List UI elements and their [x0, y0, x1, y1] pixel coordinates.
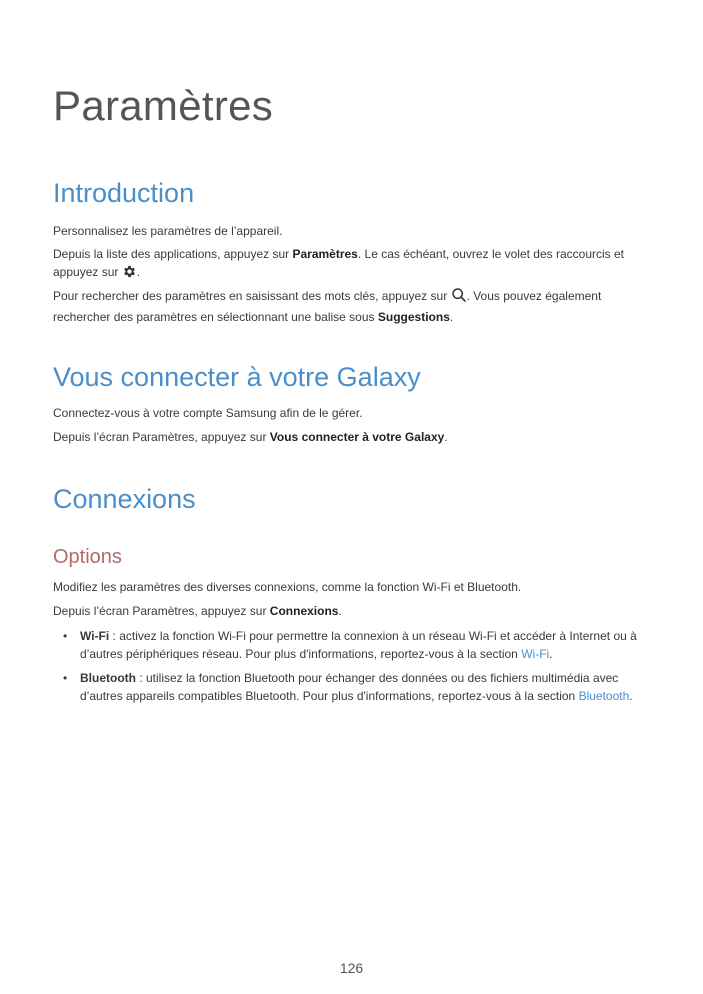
page-title: Paramètres — [53, 82, 274, 129]
suggestions-label: Suggestions — [377, 310, 450, 324]
section-heading-galaxy: Vous connecter à votre Galaxy — [53, 362, 421, 392]
galaxy-paragraph-2: Depuis l’écran Paramètres, appuyez sur Vous connecter à votre Galaxy. — [53, 430, 448, 444]
list-item: • Wi-Fi : activez la fonction Wi-Fi pour permettre la connexion à un réseau Wi-Fi et accéder à Internet ou à d’autres périphériques réseau. Pour plus d'informations, reportez-vous à la section Wi-Fi. — [63, 629, 637, 661]
bullet-term: Bluetooth — [80, 671, 136, 685]
gear-icon — [122, 264, 137, 284]
intro-paragraph-2: Depuis la liste des applications, appuyez sur Paramètres. Le cas échéant, ouvrez le volet des raccourcis et appuyez sur . — [53, 245, 643, 284]
galaxy-paragraph-1: Connectez-vous à votre compte Samsung afin de le gérer. — [53, 406, 363, 420]
subsection-heading-options: Options — [53, 546, 122, 568]
bluetooth-section-link[interactable]: Bluetooth — [578, 689, 630, 703]
wifi-section-link[interactable]: Wi-Fi — [521, 647, 550, 661]
intro-paragraph-3: Pour rechercher des paramètres en saisissant des mots clés, appuyez sur . Vous pouvez également rechercher des paramètres en sélectionnant une balise sous Suggestions. — [53, 289, 602, 324]
connexions-paragraph-2: Depuis l’écran Paramètres, appuyez sur Connexions. — [53, 604, 342, 618]
bullet-term: Wi-Fi — [80, 629, 110, 643]
section-heading-introduction: Introduction — [53, 178, 195, 208]
page-number: 126 — [339, 960, 364, 976]
connexions-paragraph-1: Modifiez les paramètres des diverses connexions, comme la fonction Wi-Fi et Bluetooth. — [53, 580, 522, 594]
bullet-marker: • — [63, 629, 68, 643]
search-icon — [451, 287, 467, 308]
intro-paragraph-1: Personnalisez les paramètres de l’appareil. — [53, 224, 283, 238]
settings-app-label: Paramètres — [292, 247, 358, 261]
galaxy-sign-in-label: Vous connecter à votre Galaxy — [269, 430, 445, 444]
bullet-marker: • — [63, 671, 68, 685]
list-item: • Bluetooth : utilisez la fonction Bluetooth pour échanger des données ou des fichiers multimédia avec d’autres appareils compatibles Bluetooth. Pour plus d'informations, reportez-vous à la section Bluetooth. — [63, 671, 633, 703]
options-bullet-list — [53, 627, 648, 711]
section-heading-connexions: Connexions — [53, 484, 196, 514]
connexions-label: Connexions — [269, 604, 339, 618]
